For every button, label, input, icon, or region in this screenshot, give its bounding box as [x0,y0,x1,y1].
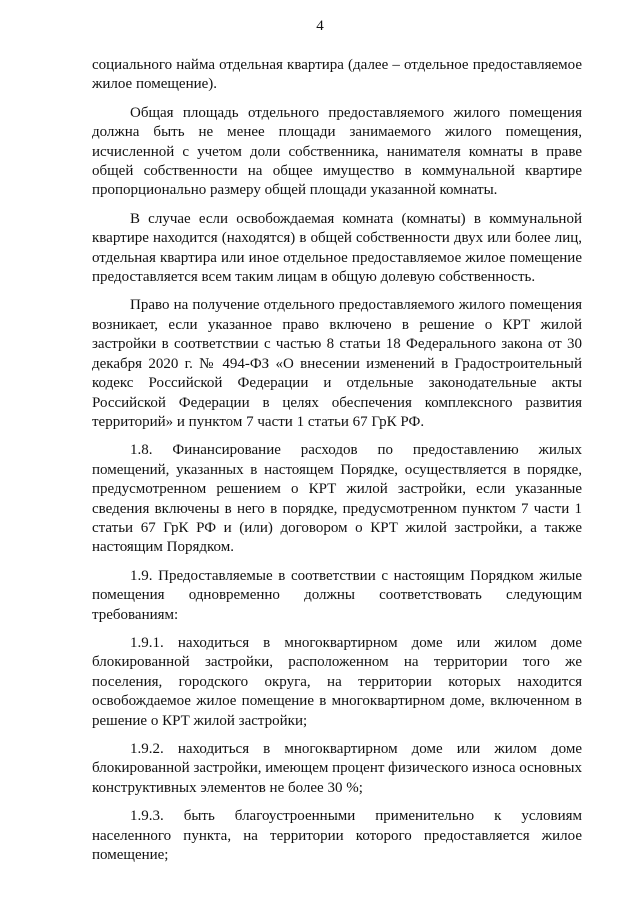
clause-1-9-2: 1.9.2. находиться в многоквартирном доме или жилом доме блокированной застройки, имеющем процент физического износа основных конструктивных элементов не более 30 %; [92,741,582,796]
document-body [92,56,582,874]
paragraph-continuation: социального найма отдельная квартира (далее – отдельное предоставляемое жилое помещение). [92,57,582,93]
paragraph-right-to-receive: Право на получение отдельного предоставляемого жилого помещения возникает, если указанное право включено в решение о КРТ жилой застройки в соответствии с частью 8 статьи 18 Федерального закона от 30 декабря 2020 г. № 494-ФЗ «О внесении изменений в Градостроительный кодекс Российской Федерации и отдельные законодательные акты Российской Федерации в целях обеспечения комплексного развития территорий» и пунктом 7 части 1 статьи 67 ГрК РФ. [92,297,582,430]
page-number: 4 [316,18,324,34]
clause-1-8: 1.8. Финансирование расходов по предоставлению жилых помещений, указанных в настоящем Порядке, осуществляется в порядке, предусмотренном решением о КРТ жилой застройки, если указанные сведения включены в него в порядке, предусмотренном пунктом 7 части 1 статьи 67 ГрК РФ и (или) договором о КРТ жилой застройки, а также настоящим Порядком. [92,442,582,556]
paragraph-area-requirement: Общая площадь отдельного предоставляемого жилого помещения должна быть не менее площади занимаемого жилого помещения, исчисленной с учетом доли собственника, нанимателя комнаты в праве общей собственности на общее имущество в коммунальной квартире пропорционально размеру общей площади указанной комнаты. [92,104,582,199]
clause-1-9: 1.9. Предоставляемые в соответствии с настоящим Порядком жилые помещения одновременно должны соответствовать следующим требованиям: [92,567,582,623]
clause-1-9-1: 1.9.1. находиться в многоквартирном доме или жилом доме блокированной застройки, расположенном на территории того же поселения, городского округа, на территории которых находится освобождаемое жилое помещение в многоквартирном доме, включенном в решение о КРТ жилой застройки; [92,634,582,729]
clause-1-9-3: 1.9.3. быть благоустроенными применительно к условиям населенного пункта, на территории которого предоставляется жилое помещение; [92,808,582,864]
paragraph-shared-ownership: В случае если освобождаемая комната (комнаты) в коммунальной квартире находится (находятся) в общей собственности двух или более лиц, отдельная квартира или иное отдельное предоставляемое жилое помещение предоставляется всем таким лицам в общую долевую собственность. [92,210,582,286]
